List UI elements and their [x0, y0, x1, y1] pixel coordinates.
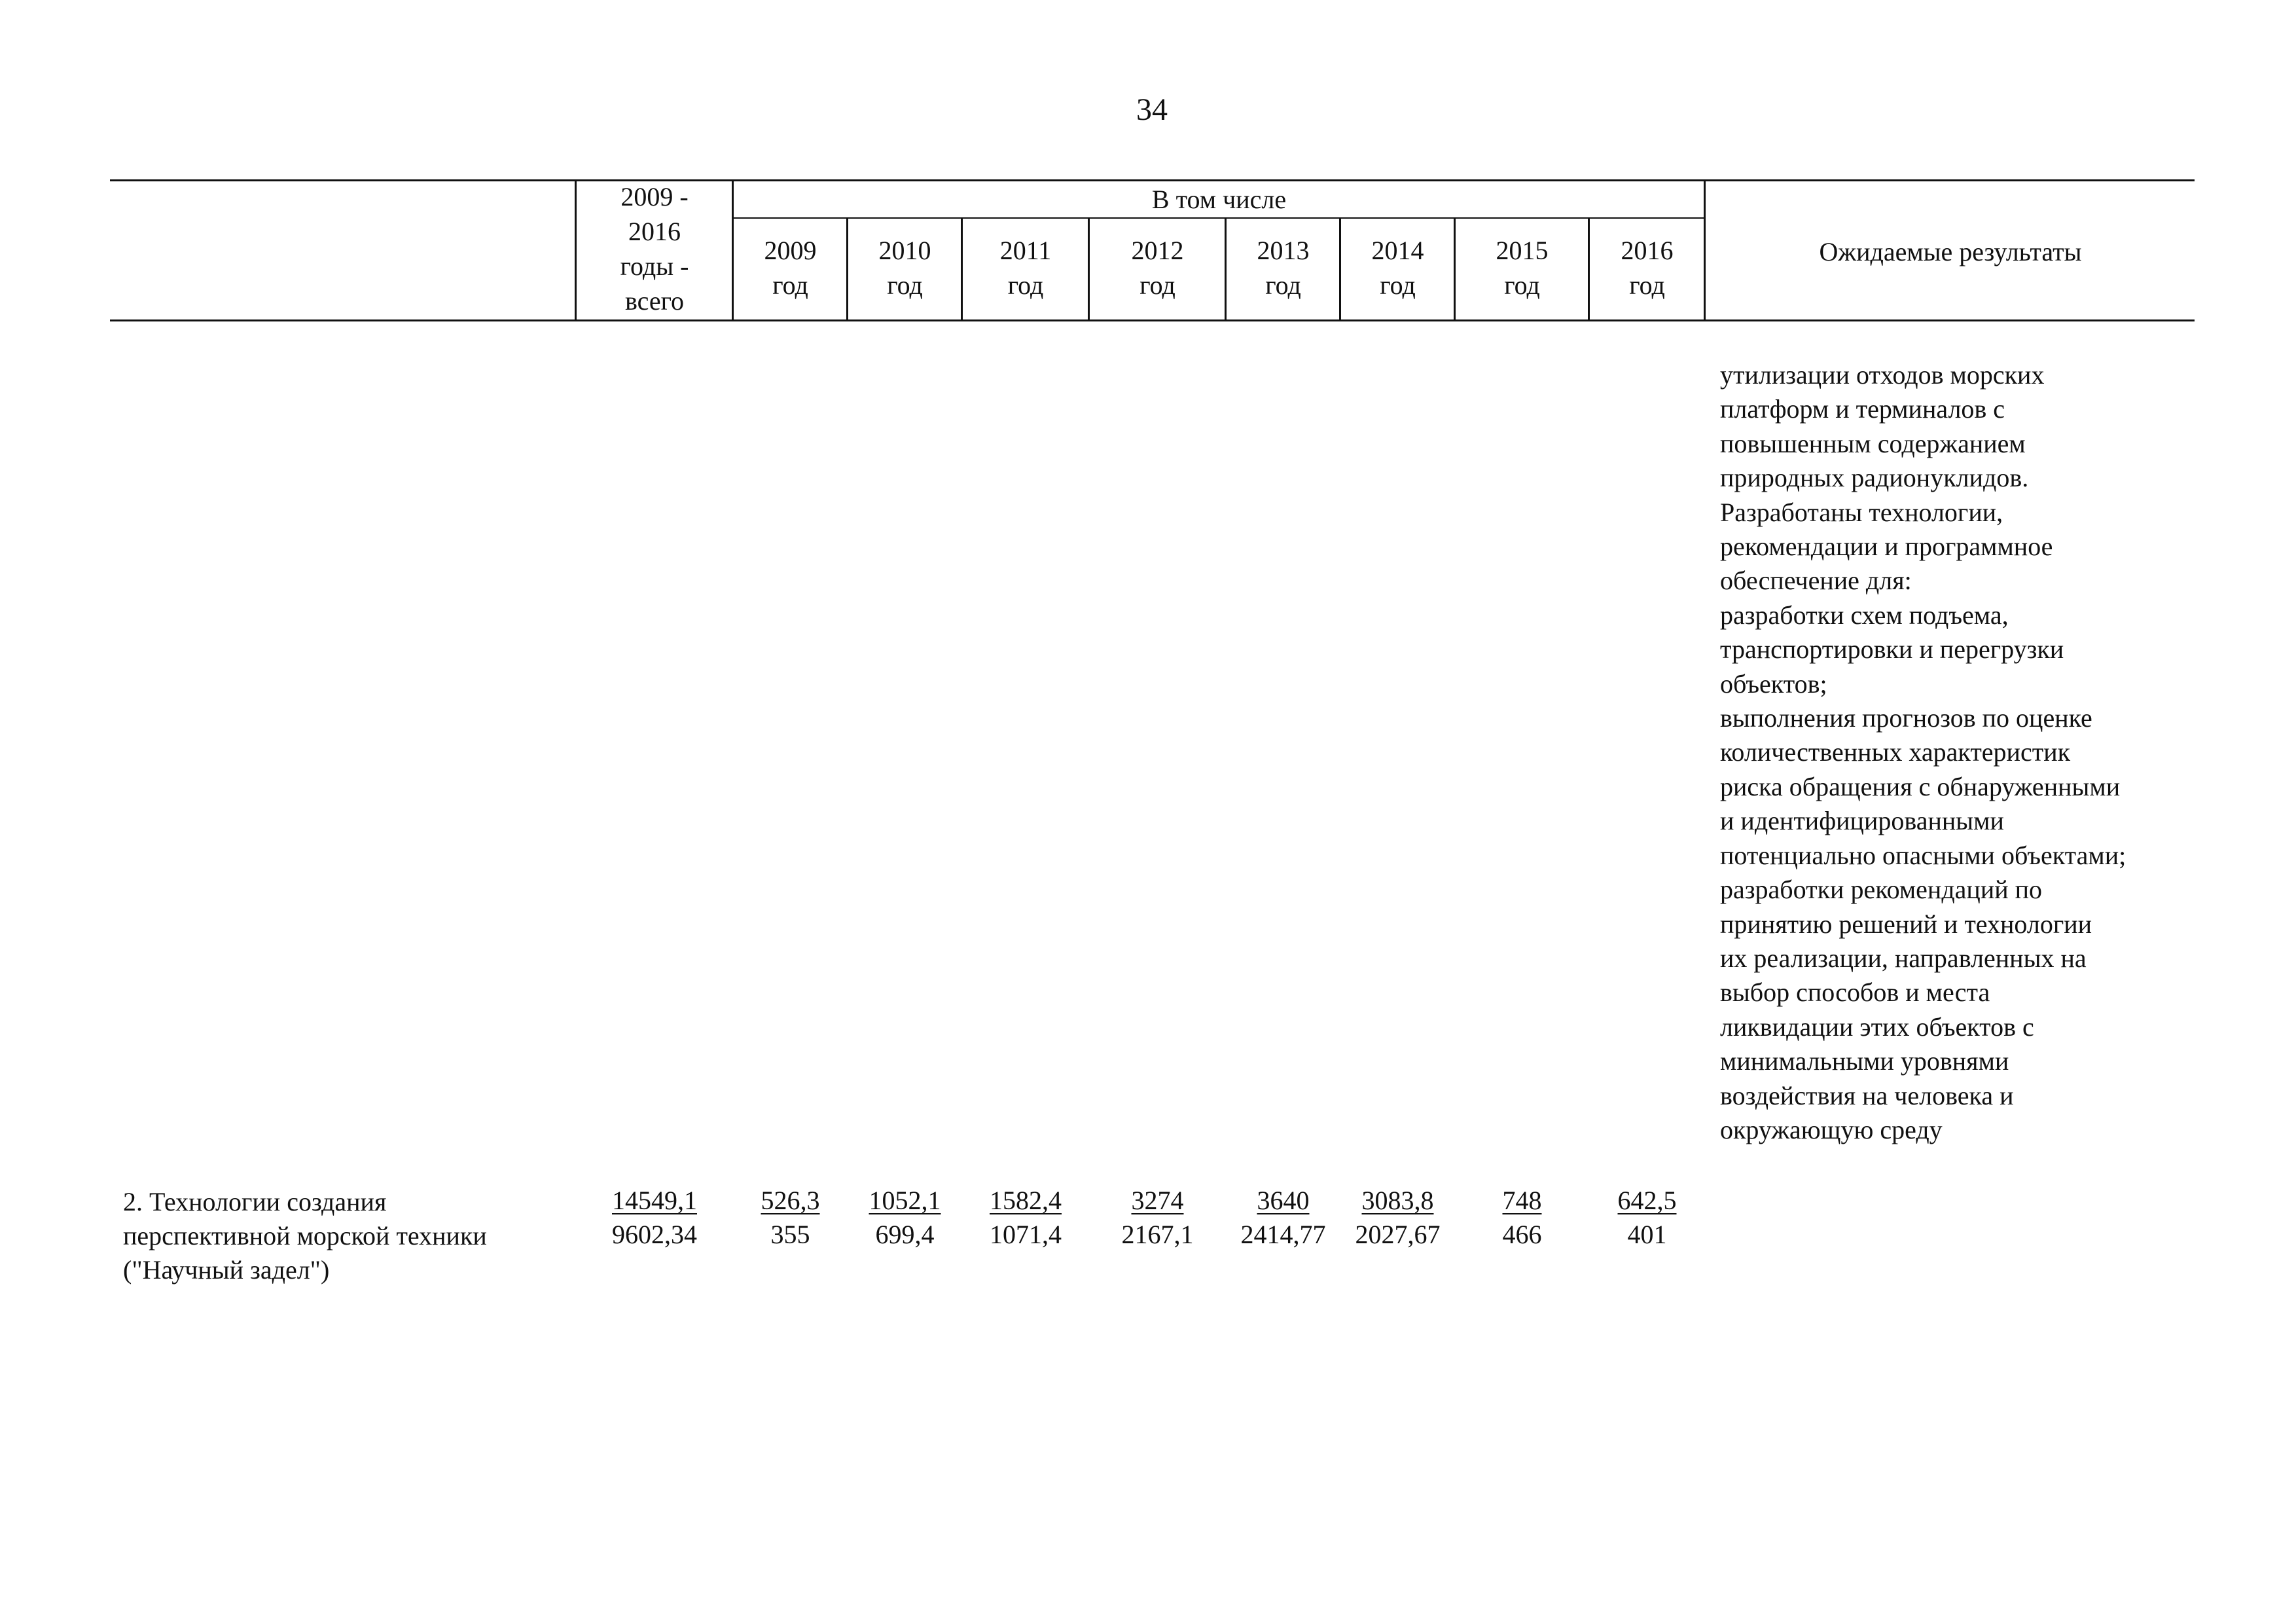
year-header-2012 [1089, 233, 1226, 302]
value-2016-bottom: 401 [1627, 1220, 1667, 1249]
row-label: 2. Технологии создания перспективной морской техники ("Научный задел") [123, 1187, 487, 1285]
year-unit: год [1007, 270, 1044, 300]
year-header-2014 [1340, 233, 1455, 302]
year-label: 2014 [1371, 236, 1424, 265]
year-unit: год [772, 270, 808, 300]
value-2009-bottom: 355 [770, 1220, 810, 1249]
header-top-rule [110, 179, 2195, 181]
year-header-2013 [1226, 233, 1340, 302]
total-column-header: 2009 - 2016 годы - всего [620, 182, 689, 316]
year-unit: год [1380, 270, 1416, 300]
year-label: 2012 [1131, 236, 1184, 265]
value-2014-top: 3083,8 [1361, 1186, 1434, 1215]
subgroup-header: В том числе [1151, 185, 1287, 214]
results-column-header: Ожидаемые результаты [1819, 237, 2082, 266]
value-2013-bottom: 2414,77 [1240, 1220, 1326, 1249]
total-value-bottom: 9602,34 [612, 1220, 697, 1249]
year-label: 2011 [999, 236, 1052, 265]
value-2016-top: 642,5 [1617, 1186, 1677, 1215]
year-header-2015 [1455, 233, 1589, 302]
value-2009-top: 526,3 [761, 1186, 820, 1215]
year-label: 2016 [1621, 236, 1674, 265]
expected-results-text: утилизации отходов морских платформ и терминалов с повышенным содержанием природных радионуклидов. Разработаны технологии, рекомендации и программное обеспечение для: разработки схем подъема, транспортировки и перегрузки объектов; выполнения прогнозов по оценке количественных характеристик риска обращения с обнаруженными и идентифицированными потенциально опасными объектами; разработки рекомендаций по принятию решений и технологии их реализации, направленных на выбор способов и места ликвидации этих объектов с минимальными уровнями воздействия на человека и окружающую среду [1720, 360, 2126, 1144]
value-2012-bottom: 2167,1 [1121, 1220, 1194, 1249]
year-label: 2015 [1496, 236, 1549, 265]
value-2013-top: 3640 [1257, 1186, 1310, 1215]
year-unit: год [1139, 270, 1175, 300]
year-unit: год [1504, 270, 1540, 300]
value-2015-bottom: 466 [1502, 1220, 1542, 1249]
year-header-2009 [733, 233, 848, 302]
year-label: 2009 [764, 236, 817, 265]
year-header-2011 [962, 233, 1089, 302]
year-unit: год [887, 270, 923, 300]
value-2010-top: 1052,1 [869, 1186, 941, 1215]
value-2012-top: 3274 [1131, 1186, 1184, 1215]
year-header-2016 [1589, 233, 1705, 302]
year-unit: год [1629, 270, 1665, 300]
page-number: 34 [1136, 92, 1168, 127]
year-header-2010 [848, 233, 962, 302]
year-label: 2013 [1257, 236, 1310, 265]
year-unit: год [1265, 270, 1301, 300]
subgroup-divider-rule [733, 217, 1705, 219]
value-2010-bottom: 699,4 [875, 1220, 935, 1249]
year-label: 2010 [878, 236, 931, 265]
value-2011-top: 1582,4 [990, 1186, 1062, 1215]
value-2014-bottom: 2027,67 [1355, 1220, 1441, 1249]
header-bottom-rule [110, 319, 2195, 321]
value-2015-top: 748 [1502, 1186, 1542, 1215]
total-value-top: 14549,1 [612, 1186, 697, 1215]
value-2011-bottom: 1071,4 [990, 1220, 1062, 1249]
